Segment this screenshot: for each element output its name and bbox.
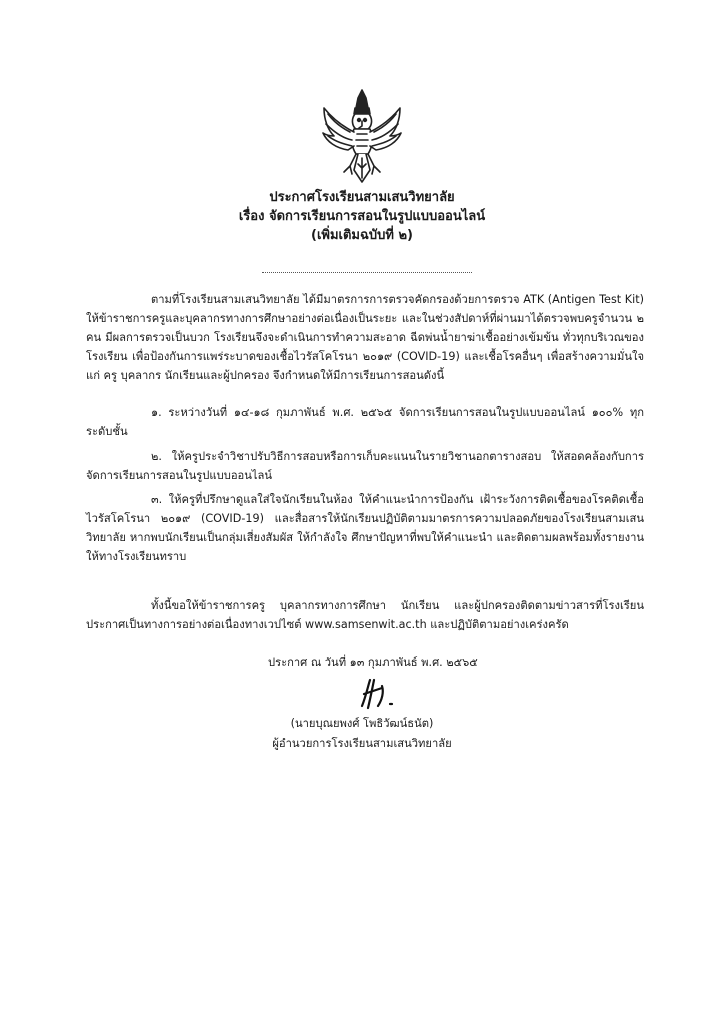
announcement-title: ประกาศโรงเรียนสามเสนวิทยาลัย <box>269 190 455 205</box>
signature-mark <box>352 676 402 710</box>
announcement-date: ประกาศ ณ วันที่ ๑๓ กุมภาพันธ์ พ.ศ. ๒๕๖๕ <box>268 656 478 669</box>
item-1-paragraph: ๑. ระหว่างวันที่ ๑๔-๑๘ กุมภาพันธ์ พ.ศ. ๒๕๖๕ จัดการเรียนการสอนในรูปแบบออนไลน์ ๑๐๐% ทุกระดับชั้น <box>86 406 644 438</box>
intro-paragraph: ตามที่โรงเรียนสามเสนวิทยาลัย ได้มีมาตรการการตรวจคัดกรองด้วยการตรวจ ATK (Antigen Test Kit) ให้ข้าราชการครูและบุคลากรทางการศึกษาอย่างต่อเนื่องเป็นระยะ และในช่วงสัปดาห์ที่ผ่านมาได้ตรวจพบครูจำนวน ๒ คน มีผลการตรวจเป็นบวก โรงเรียนจึงจะดำเนินการทำความสะอาด ฉีดพ่นน้ำยาฆ่าเชื้ออย่างเข้มข้น ทั่วทุกบริเวณของโรงเรียน เพื่อป้องกันการแพร่ระบาดของเชื้อไวรัสโคโรนา ๒๐๑๙ (COVID-19) และเชื้อโรคอื่นๆ เพื่อสร้างความมั่นใจแก่ ครู บุคลากร นักเรียนและผู้ปกครอง จึงกำหนดให้มีการเรียนการสอนดังนี้ <box>86 293 644 382</box>
signer-position: ผู้อำนวยการโรงเรียนสามเสนวิทยาลัย <box>272 737 452 750</box>
announcement-subject: เรื่อง จัดการเรียนการสอนในรูปแบบออนไลน์ <box>238 209 486 224</box>
garuda-emblem-icon <box>318 86 406 186</box>
closing-paragraph: ทั้งนี้ขอให้ข้าราชการครู บุคลากรทางการศึกษา นักเรียน และผู้ปกครองติดตามข่าวสารที่โรงเรียนประกาศเป็นทางการอย่างต่อเนื่องทางเวปไซต์ www.samsenwit.ac.th และปฏิบัติตามอย่างเคร่งครัด <box>86 599 644 631</box>
item-2-paragraph: ๒. ให้ครูประจำวิชาปรับวิธีการสอบหรือการเก็บคะแนนในรายวิชานอกตารางสอบ ให้สอดคล้องกับการจัดการเรียนการสอนในรูปแบบออนไลน์ <box>86 450 644 482</box>
header-divider <box>262 272 472 273</box>
announcement-edition: (เพิ่มเติมฉบับที่ ๒) <box>311 228 413 243</box>
signer-name: (นายบุณยพงศ์ โพธิวัฒน์ธนัต) <box>290 717 434 730</box>
item-3-paragraph: ๓. ให้ครูที่ปรึกษาดูแลใส่ใจนักเรียนในห้อง ให้คำแนะนำการป้องกัน เฝ้าระวังการติดเชื้อของโรคติดเชื้อไวรัสโคโรนา ๒๐๑๙ (COVID-19) และสื่อสารให้นักเรียนปฏิบัติตามมาตรการความปลอดภัยของโรงเรียนสามเสนวิทยาลัย หากพบนักเรียนเป็นกลุ่มเสี่ยงสัมผัส ให้กำลังใจ ศึกษาปัญหาที่พบให้คำแนะนำ และติดตามผลพร้อมทั้งรายงานให้ทางโรงเรียนทราบ <box>86 493 644 563</box>
